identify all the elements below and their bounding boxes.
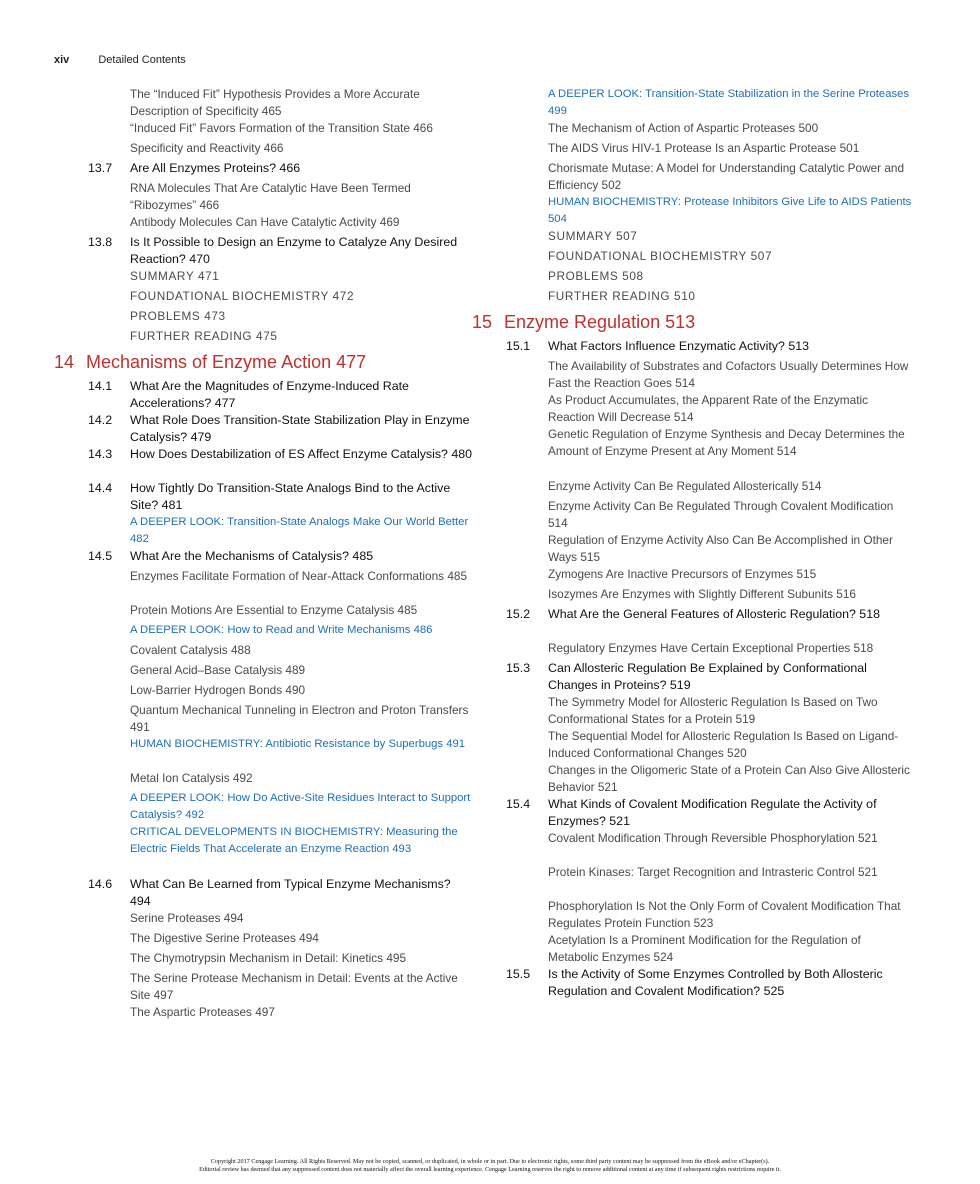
entry-text: How Tightly Do Transition-State Analogs Bind to the Active Site? 481: [130, 481, 451, 512]
section-number: 15.3: [506, 661, 531, 675]
end-matter-entry[interactable]: [472, 228, 912, 248]
feature-box-entry[interactable]: [472, 86, 912, 120]
toc-entry[interactable]: [472, 358, 912, 392]
entry-text: General Acid–Base Catalysis 489: [130, 663, 306, 677]
section-entry[interactable]: [472, 606, 912, 640]
toc-entry[interactable]: [472, 426, 912, 478]
toc-entry[interactable]: [472, 532, 912, 566]
entry-text: A DEEPER LOOK: Transition-State Analogs Make Our World Better 482: [130, 516, 469, 545]
entry-text: “Induced Fit” Favors Formation of the Transition State 466: [130, 121, 433, 135]
contents-column-left: [54, 86, 474, 1024]
entry-text: SUMMARY 471: [130, 269, 220, 283]
entry-text: Chorismate Mutase: A Model for Understanding Catalytic Power and Efficiency 502: [548, 161, 905, 192]
entry-text: FURTHER READING 510: [548, 289, 696, 303]
entry-text: The Digestive Serine Proteases 494: [130, 931, 319, 945]
section-entry[interactable]: [54, 446, 474, 480]
section-number: 14.6: [88, 877, 113, 891]
section-entry[interactable]: [472, 966, 912, 1018]
entry-text: What Kinds of Covalent Modification Regulate the Activity of Enzymes? 521: [548, 797, 877, 828]
toc-entry[interactable]: [54, 702, 474, 736]
entry-text: Specificity and Reactivity 466: [130, 141, 284, 155]
entry-text: Quantum Mechanical Tunneling in Electron and Proton Transfers 491: [130, 703, 469, 734]
entry-text: Is It Possible to Design an Enzyme to Catalyze Any Desired Reaction? 470: [130, 235, 458, 266]
section-number: 14.1: [88, 379, 113, 393]
entry-text: PROBLEMS 473: [130, 309, 226, 323]
section-entry[interactable]: [54, 548, 474, 568]
toc-entry[interactable]: [54, 970, 474, 1004]
entry-text: What Factors Influence Enzymatic Activity? 513: [548, 339, 810, 353]
feature-box-entry[interactable]: [54, 824, 474, 876]
toc-entry[interactable]: [54, 86, 474, 120]
copyright-footer: [0, 1158, 980, 1174]
toc-entry[interactable]: [54, 602, 474, 622]
toc-entry[interactable]: [54, 770, 474, 790]
toc-entry[interactable]: [472, 392, 912, 426]
chapter-heading[interactable]: [54, 348, 474, 378]
toc-entry[interactable]: [54, 1004, 474, 1024]
toc-entry[interactable]: [472, 140, 912, 160]
section-entry[interactable]: [54, 160, 474, 180]
entry-text: The “Induced Fit” Hypothesis Provides a More Accurate Description of Specificity 465: [130, 87, 420, 118]
entry-text: RNA Molecules That Are Catalytic Have Been Termed “Ribozymes” 466: [130, 181, 411, 212]
toc-entry[interactable]: [54, 642, 474, 662]
section-number: 15.1: [506, 339, 531, 353]
section-entry[interactable]: [54, 378, 474, 412]
entry-text: The AIDS Virus HIV-1 Protease Is an Aspartic Protease 501: [548, 141, 860, 155]
toc-entry[interactable]: [54, 682, 474, 702]
section-entry[interactable]: [54, 876, 474, 910]
page-number: xiv: [54, 54, 70, 66]
entry-text: Serine Proteases 494: [130, 911, 244, 925]
section-number: 13.7: [88, 161, 113, 175]
running-title: Detailed Contents: [98, 54, 186, 66]
entry-text: What Role Does Transition-State Stabilization Play in Enzyme Catalysis? 479: [130, 413, 470, 444]
entry-text: The Mechanism of Action of Aspartic Proteases 500: [548, 121, 819, 135]
entry-text: The Serine Protease Mechanism in Detail: Events at the Active Site 497: [130, 971, 458, 1002]
entry-text: Acetylation Is a Prominent Modification for the Regulation of Metabolic Enzymes 524: [548, 933, 861, 964]
end-matter-entry[interactable]: [472, 268, 912, 288]
section-entry[interactable]: [472, 660, 912, 694]
entry-text: HUMAN BIOCHEMISTRY: Antibiotic Resistance by Superbugs 491: [130, 738, 466, 750]
entry-text: The Sequential Model for Allosteric Regulation Is Based on Ligand-Induced Conformational Changes 520: [548, 729, 899, 760]
section-entry[interactable]: [472, 338, 912, 358]
entry-text: A DEEPER LOOK: Transition-State Stabilization in the Serine Proteases 499: [548, 88, 910, 117]
entry-text: FOUNDATIONAL BIOCHEMISTRY 507: [548, 249, 773, 263]
entry-text: Low-Barrier Hydrogen Bonds 490: [130, 683, 306, 697]
copyright-line-2: Editorial review has deemed that any suppressed content does not materially affect the overall learning experience. Cengage Learning reserves the right to remove additional content at any time if subsequent rights restrictions require it.: [199, 1166, 781, 1173]
toc-entry[interactable]: [472, 160, 912, 194]
entry-text: A DEEPER LOOK: How to Read and Write Mechanisms 486: [130, 624, 433, 636]
section-number: 13.8: [88, 235, 113, 249]
end-matter-entry[interactable]: [54, 268, 474, 288]
entry-text: Phosphorylation Is Not the Only Form of Covalent Modification That Regulates Protein Function 523: [548, 899, 901, 930]
entry-text: As Product Accumulates, the Apparent Rate of the Enzymatic Reaction Will Decrease 514: [548, 393, 868, 424]
chapter-number: 15: [472, 312, 493, 332]
entry-text: The Aspartic Proteases 497: [130, 1005, 275, 1019]
toc-entry[interactable]: [54, 910, 474, 930]
end-matter-entry[interactable]: [472, 248, 912, 268]
toc-entry[interactable]: [54, 568, 474, 602]
entry-text: What Are the Mechanisms of Catalysis? 485: [130, 549, 374, 563]
entry-text: What Can Be Learned from Typical Enzyme Mechanisms? 494: [130, 877, 451, 908]
entry-text: Covalent Modification Through Reversible Phosphorylation 521: [548, 831, 878, 845]
entry-text: Is the Activity of Some Enzymes Controlled by Both Allosteric Regulation and Covalent Modification? 525: [548, 967, 883, 998]
section-number: 14.3: [88, 447, 113, 461]
entry-text: FURTHER READING 475: [130, 329, 278, 343]
entry-text: Protein Kinases: Target Recognition and Intrasteric Control 521: [548, 865, 878, 879]
entry-text: The Availability of Substrates and Cofactors Usually Determines How Fast the Reaction Goes 514: [548, 359, 909, 390]
toc-entry[interactable]: [54, 120, 474, 140]
entry-text: Antibody Molecules Can Have Catalytic Activity 469: [130, 215, 400, 229]
section-number: 14.5: [88, 549, 113, 563]
toc-entry[interactable]: [54, 140, 474, 160]
entry-text: Regulation of Enzyme Activity Also Can Be Accomplished in Other Ways 515: [548, 533, 893, 564]
toc-entry[interactable]: [472, 932, 912, 966]
entry-text: The Chymotrypsin Mechanism in Detail: Kinetics 495: [130, 951, 407, 965]
toc-entry[interactable]: [54, 930, 474, 950]
chapter-heading[interactable]: [472, 308, 912, 338]
section-entry[interactable]: [54, 412, 474, 446]
entry-text: FOUNDATIONAL BIOCHEMISTRY 472: [130, 289, 355, 303]
entry-text: What Are the General Features of Allosteric Regulation? 518: [548, 607, 880, 621]
toc-entry[interactable]: [472, 864, 912, 898]
entry-text: What Are the Magnitudes of Enzyme-Induced Rate Accelerations? 477: [130, 379, 409, 410]
section-entry[interactable]: [472, 796, 912, 830]
toc-entry[interactable]: [472, 728, 912, 762]
toc-entry[interactable]: [472, 640, 912, 660]
toc-entry[interactable]: [472, 694, 912, 728]
contents-column-right: [472, 86, 912, 1018]
section-number: 15.4: [506, 797, 531, 811]
feature-box-entry[interactable]: [54, 736, 474, 770]
toc-entry[interactable]: [472, 498, 912, 532]
end-matter-entry[interactable]: [54, 288, 474, 308]
section-entry[interactable]: [54, 480, 474, 514]
entry-text: HUMAN BIOCHEMISTRY: Protease Inhibitors Give Life to AIDS Patients 504: [548, 196, 912, 225]
toc-entry[interactable]: [472, 762, 912, 796]
page-header: [54, 54, 186, 66]
end-matter-entry[interactable]: [54, 308, 474, 328]
entry-text: Metal Ion Catalysis 492: [130, 771, 253, 785]
entry-text: Isozymes Are Enzymes with Slightly Different Subunits 516: [548, 587, 856, 601]
entry-text: Are All Enzymes Proteins? 466: [130, 161, 301, 175]
entry-text: Can Allosteric Regulation Be Explained by Conformational Changes in Proteins? 519: [548, 661, 867, 692]
feature-box-entry[interactable]: [54, 514, 474, 548]
entry-text: PROBLEMS 508: [548, 269, 644, 283]
entry-text: The Symmetry Model for Allosteric Regulation Is Based on Two Conformational States for a Protein 519: [548, 695, 878, 726]
chapter-title: Mechanisms of Enzyme Action 477: [86, 352, 367, 372]
toc-entry[interactable]: [472, 478, 912, 498]
chapter-number: 14: [54, 352, 75, 372]
entry-text: Protein Motions Are Essential to Enzyme Catalysis 485: [130, 603, 418, 617]
section-number: 15.5: [506, 967, 531, 981]
entry-text: Changes in the Oligomeric State of a Protein Can Also Give Allosteric Behavior 521: [548, 763, 910, 794]
toc-entry[interactable]: [54, 950, 474, 970]
toc-entry[interactable]: [54, 662, 474, 682]
toc-entry[interactable]: [472, 566, 912, 586]
entry-text: Zymogens Are Inactive Precursors of Enzymes 515: [548, 567, 817, 581]
entry-text: A DEEPER LOOK: How Do Active-Site Residues Interact to Support Catalysis? 492: [130, 792, 471, 821]
toc-entry[interactable]: [472, 586, 912, 606]
section-entry[interactable]: [54, 234, 474, 268]
section-number: 14.2: [88, 413, 113, 427]
feature-box-entry[interactable]: [54, 790, 474, 824]
feature-box-entry[interactable]: [54, 622, 474, 642]
entry-text: SUMMARY 507: [548, 229, 638, 243]
entry-text: Enzyme Activity Can Be Regulated Through Covalent Modification 514: [548, 499, 894, 530]
copyright-line-1: Copyright 2017 Cengage Learning. All Rights Reserved. May not be copied, scanned, or duplicated, in whole or in part. Due to electronic rights, some third party content may be suppressed from the eBook and/or eChapter(s).: [210, 1158, 770, 1165]
toc-entry[interactable]: [54, 214, 474, 234]
toc-entry[interactable]: [54, 180, 474, 214]
toc-entry[interactable]: [472, 830, 912, 864]
entry-text: Covalent Catalysis 488: [130, 643, 251, 657]
feature-box-entry[interactable]: [472, 194, 912, 228]
end-matter-entry[interactable]: [472, 288, 912, 308]
entry-text: Enzyme Activity Can Be Regulated Allosterically 514: [548, 479, 822, 493]
end-matter-entry[interactable]: [54, 328, 474, 348]
entry-text: How Does Destabilization of ES Affect Enzyme Catalysis? 480: [130, 447, 473, 461]
toc-entry[interactable]: [472, 898, 912, 932]
entry-text: CRITICAL DEVELOPMENTS IN BIOCHEMISTRY: Measuring the Electric Fields That Accelerate an Enzyme Reaction 493: [130, 826, 458, 855]
section-number: 15.2: [506, 607, 531, 621]
entry-text: Genetic Regulation of Enzyme Synthesis and Decay Determines the Amount of Enzyme Present at Any Moment 514: [548, 427, 905, 458]
chapter-title: Enzyme Regulation 513: [504, 312, 696, 332]
entry-text: Regulatory Enzymes Have Certain Exceptional Properties 518: [548, 641, 874, 655]
toc-entry[interactable]: [472, 120, 912, 140]
section-number: 14.4: [88, 481, 113, 495]
entry-text: Enzymes Facilitate Formation of Near-Attack Conformations 485: [130, 569, 468, 583]
